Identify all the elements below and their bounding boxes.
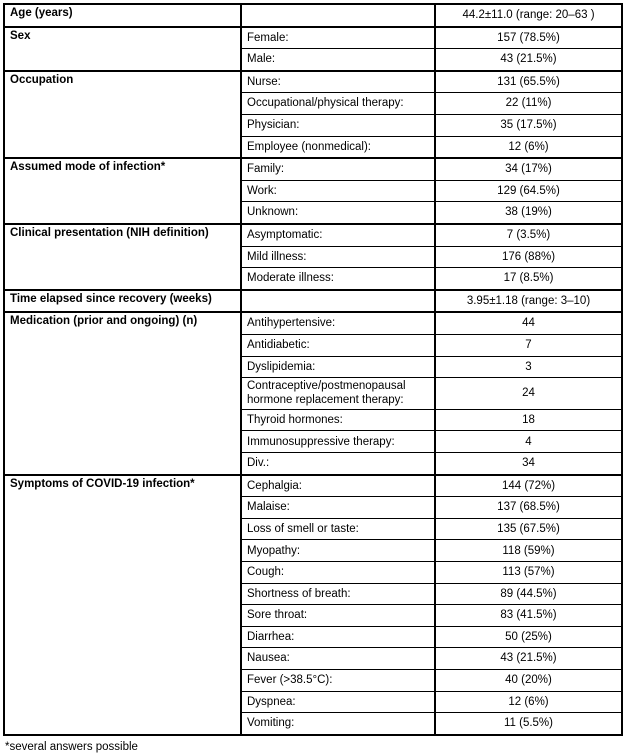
- value-cell: 12 (6%): [435, 691, 622, 713]
- item-cell: [241, 290, 435, 313]
- value-cell: 24: [435, 378, 622, 410]
- table-row: [4, 27, 622, 49]
- item-cell: Asymptomatic:: [241, 224, 435, 246]
- item-cell: Antidiabetic:: [241, 334, 435, 356]
- value-cell: 157 (78.5%): [435, 27, 622, 49]
- table-row: [4, 312, 622, 334]
- item-cell: Physician:: [241, 114, 435, 136]
- table-row: [4, 475, 622, 497]
- table-row: [4, 71, 622, 93]
- table-row: [4, 224, 622, 246]
- item-cell: Shortness of breath:: [241, 583, 435, 605]
- item-cell: Moderate illness:: [241, 268, 435, 290]
- value-cell: 3.95±1.18 (range: 3–10): [435, 290, 622, 313]
- value-cell: 50 (25%): [435, 626, 622, 648]
- value-cell: 22 (11%): [435, 93, 622, 115]
- item-cell: Malaise:: [241, 497, 435, 519]
- item-cell: Work:: [241, 180, 435, 202]
- value-cell: 3: [435, 356, 622, 378]
- category-cell: Age (years): [4, 4, 241, 27]
- item-cell: Diarrhea:: [241, 626, 435, 648]
- characteristics-table: [3, 3, 623, 736]
- item-cell: Cough:: [241, 562, 435, 584]
- value-cell: 35 (17.5%): [435, 114, 622, 136]
- item-cell: Vomiting:: [241, 713, 435, 735]
- item-cell: Dyslipidemia:: [241, 356, 435, 378]
- value-cell: 89 (44.5%): [435, 583, 622, 605]
- item-cell: Antihypertensive:: [241, 312, 435, 334]
- item-cell: Nurse:: [241, 71, 435, 93]
- table-footnote: *several answers possible: [5, 740, 138, 753]
- item-cell: Thyroid hormones:: [241, 409, 435, 431]
- value-cell: 7: [435, 334, 622, 356]
- item-cell: Employee (nonmedical):: [241, 136, 435, 158]
- value-cell: 7 (3.5%): [435, 224, 622, 246]
- value-cell: 43 (21.5%): [435, 648, 622, 670]
- value-cell: 129 (64.5%): [435, 180, 622, 202]
- item-cell: Unknown:: [241, 202, 435, 224]
- item-cell: Immunosuppressive therapy:: [241, 431, 435, 453]
- value-cell: 135 (67.5%): [435, 518, 622, 540]
- table-row: [4, 4, 622, 27]
- value-cell: 34 (17%): [435, 158, 622, 180]
- item-cell: Contraceptive/postmenopausal hormone replacement therapy:: [241, 378, 435, 410]
- value-cell: 118 (59%): [435, 540, 622, 562]
- value-cell: 4: [435, 431, 622, 453]
- category-cell: Assumed mode of infection*: [4, 158, 241, 224]
- value-cell: 44: [435, 312, 622, 334]
- item-cell: Fever (>38.5°C):: [241, 669, 435, 691]
- table-row: [4, 290, 622, 313]
- value-cell: 176 (88%): [435, 246, 622, 268]
- item-cell: Cephalgia:: [241, 475, 435, 497]
- item-cell: Div.:: [241, 453, 435, 475]
- value-cell: 11 (5.5%): [435, 713, 622, 735]
- category-cell: Occupation: [4, 71, 241, 158]
- value-cell: 38 (19%): [435, 202, 622, 224]
- value-cell: 12 (6%): [435, 136, 622, 158]
- category-cell: Clinical presentation (NIH definition): [4, 224, 241, 290]
- value-cell: 137 (68.5%): [435, 497, 622, 519]
- value-cell: 34: [435, 453, 622, 475]
- item-cell: Loss of smell or taste:: [241, 518, 435, 540]
- item-cell: Nausea:: [241, 648, 435, 670]
- item-cell: [241, 4, 435, 27]
- category-cell: Sex: [4, 27, 241, 71]
- value-cell: 144 (72%): [435, 475, 622, 497]
- table-row: [4, 158, 622, 180]
- value-cell: 18: [435, 409, 622, 431]
- value-cell: 44.2±11.0 (range: 20–63 ): [435, 4, 622, 27]
- table-body: [4, 4, 622, 735]
- category-cell: Symptoms of COVID-19 infection*: [4, 475, 241, 735]
- item-cell: Mild illness:: [241, 246, 435, 268]
- value-cell: 131 (65.5%): [435, 71, 622, 93]
- value-cell: 43 (21.5%): [435, 49, 622, 71]
- value-cell: 17 (8.5%): [435, 268, 622, 290]
- item-cell: Family:: [241, 158, 435, 180]
- value-cell: 40 (20%): [435, 669, 622, 691]
- item-cell: Occupational/physical therapy:: [241, 93, 435, 115]
- item-cell: Myopathy:: [241, 540, 435, 562]
- category-cell: Medication (prior and ongoing) (n): [4, 312, 241, 474]
- value-cell: 83 (41.5%): [435, 605, 622, 627]
- item-cell: Female:: [241, 27, 435, 49]
- value-cell: 113 (57%): [435, 562, 622, 584]
- item-cell: Male:: [241, 49, 435, 71]
- item-cell: Dyspnea:: [241, 691, 435, 713]
- item-cell: Sore throat:: [241, 605, 435, 627]
- category-cell: Time elapsed since recovery (weeks): [4, 290, 241, 313]
